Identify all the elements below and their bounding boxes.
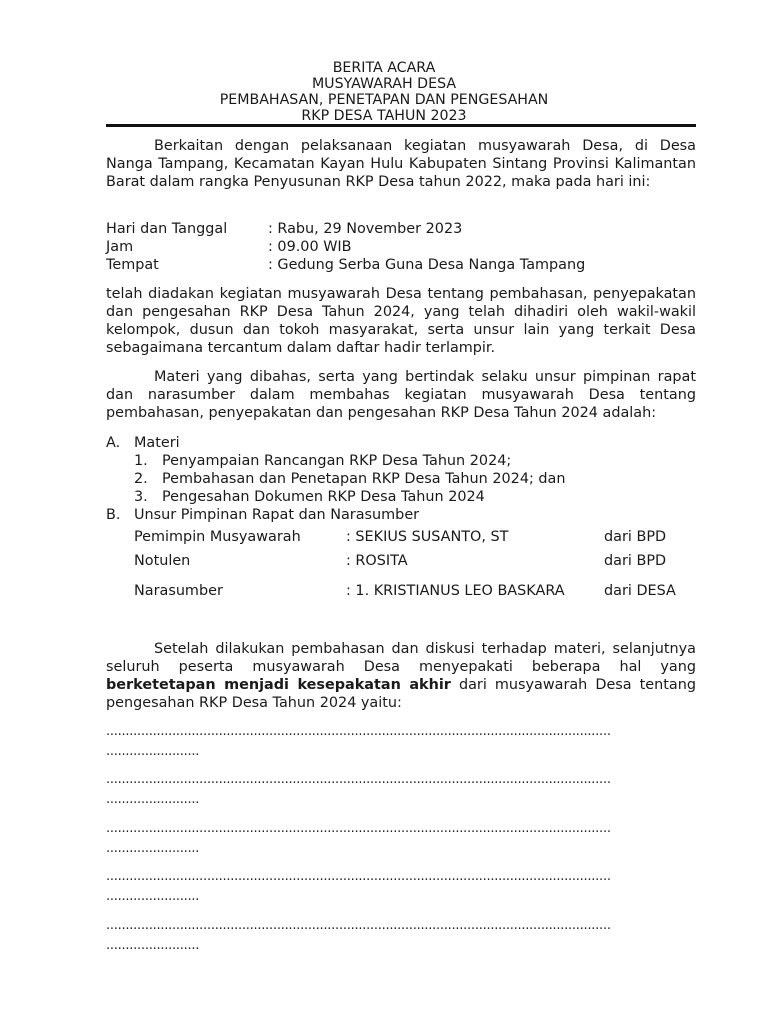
list-item-text: Penyampaian Rancangan RKP Desa Tahun 2024; [162, 453, 512, 469]
table-row [134, 529, 714, 547]
role-cell: Narasumber [134, 583, 223, 599]
name-cell: : ROSITA [346, 553, 408, 569]
table-row [134, 583, 714, 601]
header-line-2: MUSYAWARAH DESA [311, 76, 457, 92]
header-divider [106, 124, 696, 127]
blank-line-long: .................................................................................................................................. [106, 724, 611, 739]
role-cell: Pemimpin Musyawarah [134, 529, 301, 545]
blank-line-long: .................................................................................................................................. [106, 821, 611, 836]
section-a-title: Materi [134, 435, 180, 451]
agreement-paragraph [106, 640, 696, 712]
list-item-number: 1. [134, 453, 148, 469]
blank-line-long: .................................................................................................................................. [106, 918, 611, 933]
blank-line-short: ........................ [106, 744, 200, 759]
blank-line-short: ........................ [106, 938, 200, 953]
document-header [0, 60, 768, 124]
blank-line-short: ........................ [106, 792, 200, 807]
blank-line-short: ........................ [106, 889, 200, 904]
origin-cell: dari DESA [604, 583, 676, 599]
header-line-4: RKP DESA TAHUN 2023 [301, 108, 467, 124]
info-label: Hari dan Tanggal [106, 221, 228, 237]
blank-line-short: ........................ [106, 841, 200, 856]
agreement-text-after: dari musyawarah Desa tentang pengesahan RKP Desa Tahun 2024 yaitu: [106, 677, 696, 711]
list-item-number: 2. [134, 471, 148, 487]
role-cell: Notulen [134, 553, 191, 569]
info-label: Jam [106, 239, 134, 255]
section-a-marker: A. [106, 435, 121, 451]
name-cell: : SEKIUS SUSANTO, ST [346, 529, 509, 545]
agreement-text-before: Setelah dilakukan pembahasan dan diskusi terhadap materi, selanjutnya seluruh peserta musyawarah Desa menyepakati beberapa hal yang [106, 641, 696, 675]
attendance-paragraph: telah diadakan kegiatan musyawarah Desa tentang pembahasan, penyepakatan dan pengesahan RKP Desa Tahun 2024, yang telah dihadiri oleh wakil-wakil kelompok, dusun dan tokoh masyarakat, serta unsur lain yang terkait Desa sebagaimana tercantum dalam daftar hadir terlampir. [106, 286, 696, 356]
header-line-1: BERITA ACARA [332, 60, 436, 76]
material-intro-paragraph: Materi yang dibahas, serta yang bertindak selaku unsur pimpinan rapat dan narasumber dalam membahas kegiatan musyawarah Desa tentang pembahasan, penyepakatan dan pengesahan RKP Desa Tahun 2024 adalah: [106, 369, 696, 421]
blank-line-long: .................................................................................................................................. [106, 772, 611, 787]
blank-line-long: .................................................................................................................................. [106, 869, 611, 884]
header-line-3: PEMBAHASAN, PENETAPAN DAN PENGESAHAN [219, 92, 549, 108]
section-b-title: Unsur Pimpinan Rapat dan Narasumber [134, 507, 420, 523]
intro-paragraph: Berkaitan dengan pelaksanaan kegiatan musyawarah Desa, di Desa Nanga Tampang, Kecamatan Kayan Hulu Kabupaten Sintang Provinsi Kalimantan Barat dalam rangka Penyusunan RKP Desa tahun 2022, maka pada hari ini: [106, 138, 696, 190]
list-item-number: 3. [134, 489, 148, 505]
info-value: : Rabu, 29 November 2023 [268, 221, 463, 237]
origin-cell: dari BPD [604, 553, 667, 569]
info-value: : 09.00 WIB [268, 239, 352, 255]
info-value: : Gedung Serba Guna Desa Nanga Tampang [268, 257, 586, 273]
table-row [134, 553, 714, 571]
section-b-marker: B. [106, 507, 121, 523]
list-item-text: Pembahasan dan Penetapan RKP Desa Tahun 2024; dan [162, 471, 566, 487]
origin-cell: dari BPD [604, 529, 667, 545]
list-item-text: Pengesahan Dokumen RKP Desa Tahun 2024 [162, 489, 485, 505]
info-label: Tempat [106, 257, 159, 273]
agreement-emphasis: berketetapan menjadi kesepakatan akhir [106, 677, 451, 693]
name-cell: : 1. KRISTIANUS LEO BASKARA [346, 583, 565, 599]
